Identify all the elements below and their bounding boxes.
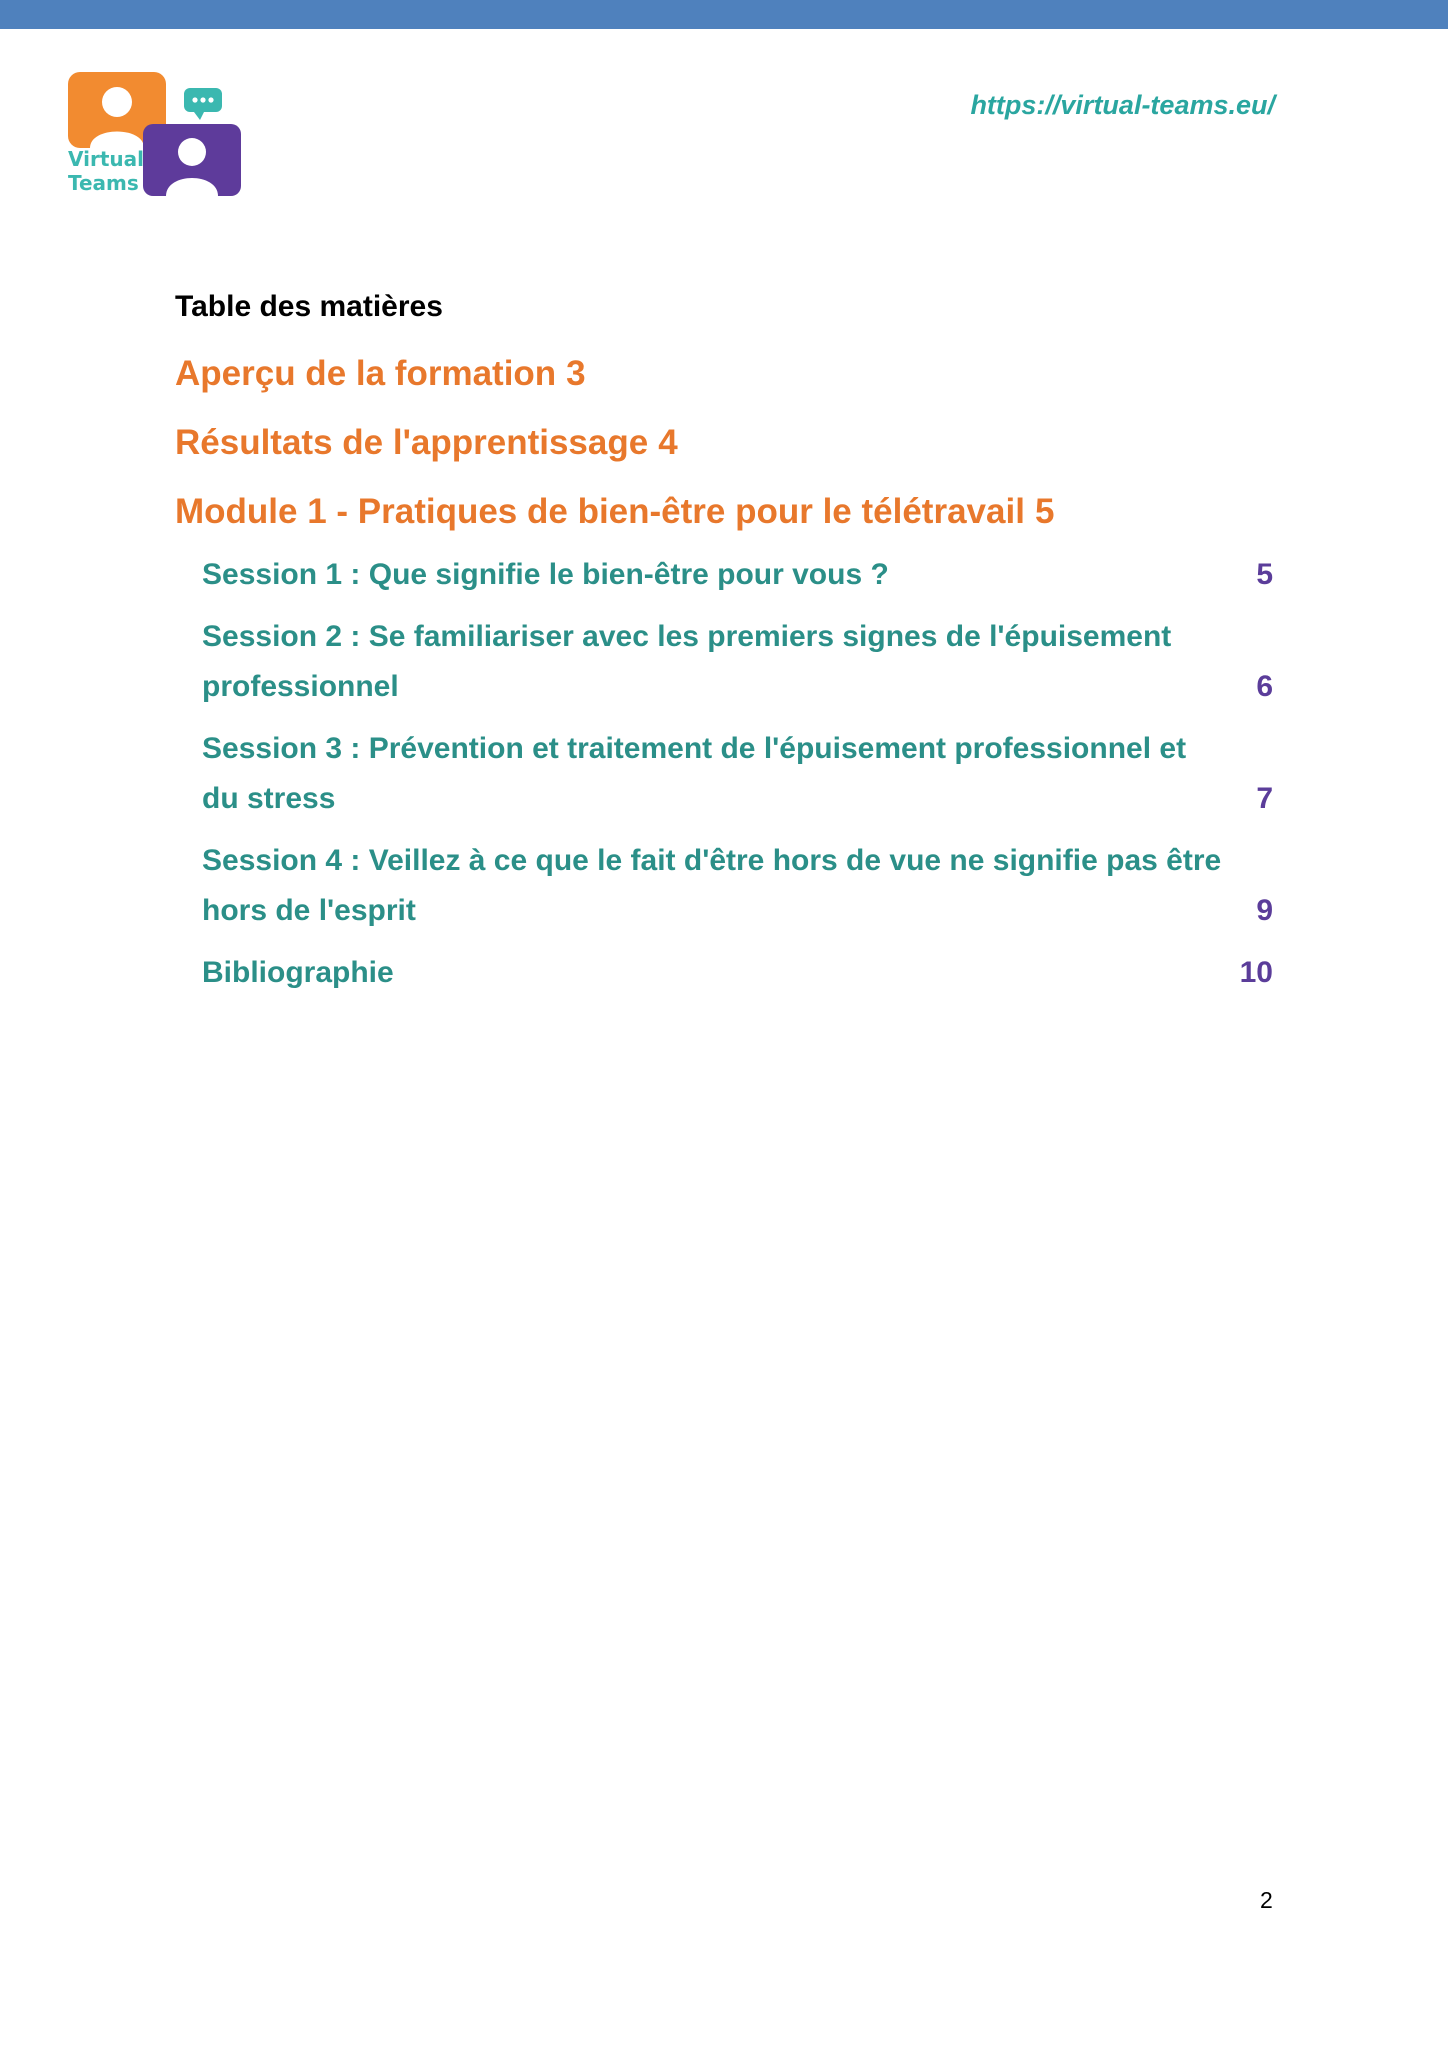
virtual-teams-logo xyxy=(68,70,248,200)
toc-entry-title: Bibliographie xyxy=(202,956,394,989)
toc-entry-page: 5 xyxy=(1034,492,1055,531)
logo-text-line-2: Teams xyxy=(68,171,139,195)
toc-entry-session-1[interactable] xyxy=(202,550,1273,600)
top-color-bar xyxy=(0,0,1448,29)
toc-entry-module-1[interactable] xyxy=(175,492,1273,532)
toc-entry-bibliographie[interactable] xyxy=(202,948,1273,998)
toc-entry-title: Session 2 : Se familiariser avec les premiers signes de l'épuisement professionnel xyxy=(202,620,1172,703)
toc-entry-apercu[interactable] xyxy=(175,354,1273,394)
page-number: 2 xyxy=(1260,1887,1273,1913)
toc-entry-resultats[interactable] xyxy=(175,423,1273,463)
toc-entry-page: 7 xyxy=(1256,782,1273,815)
toc-entry-page: 9 xyxy=(1256,894,1273,927)
toc-entry-page: 4 xyxy=(658,423,678,462)
toc-entry-page: 3 xyxy=(566,354,586,393)
toc-entry-title: Session 1 : Que signifie le bien-être pour vous ? xyxy=(202,558,889,591)
site-url-link[interactable]: https://virtual-teams.eu/ xyxy=(970,90,1275,120)
toc-entry-title: Résultats de l'apprentissage xyxy=(175,423,649,462)
toc-entry-title: Module 1 - Pratiques de bien-être pour le télétravail xyxy=(175,492,1025,531)
logo-text-line-1: Virtual xyxy=(68,147,144,171)
toc-entry-title: Session 4 : Veillez à ce que le fait d'être hors de vue ne signifie pas être hors de l'esprit xyxy=(202,844,1222,927)
toc-entry-page: 6 xyxy=(1256,670,1273,703)
toc-entry-page: 10 xyxy=(1239,956,1273,989)
logo-graphic-icon xyxy=(68,70,248,200)
toc-entry-page: 5 xyxy=(1256,558,1273,591)
toc-entry-session-3[interactable] xyxy=(202,724,1273,824)
toc-entry-session-2[interactable] xyxy=(202,612,1273,712)
toc-entry-title: Aperçu de la formation xyxy=(175,354,557,393)
toc-entry-title: Session 3 : Prévention et traitement de l'épuisement professionnel et du stress xyxy=(202,732,1187,815)
toc-entry-session-4[interactable] xyxy=(202,836,1273,936)
toc-heading: Table des matières xyxy=(175,290,443,323)
table-of-contents xyxy=(175,290,1273,1010)
